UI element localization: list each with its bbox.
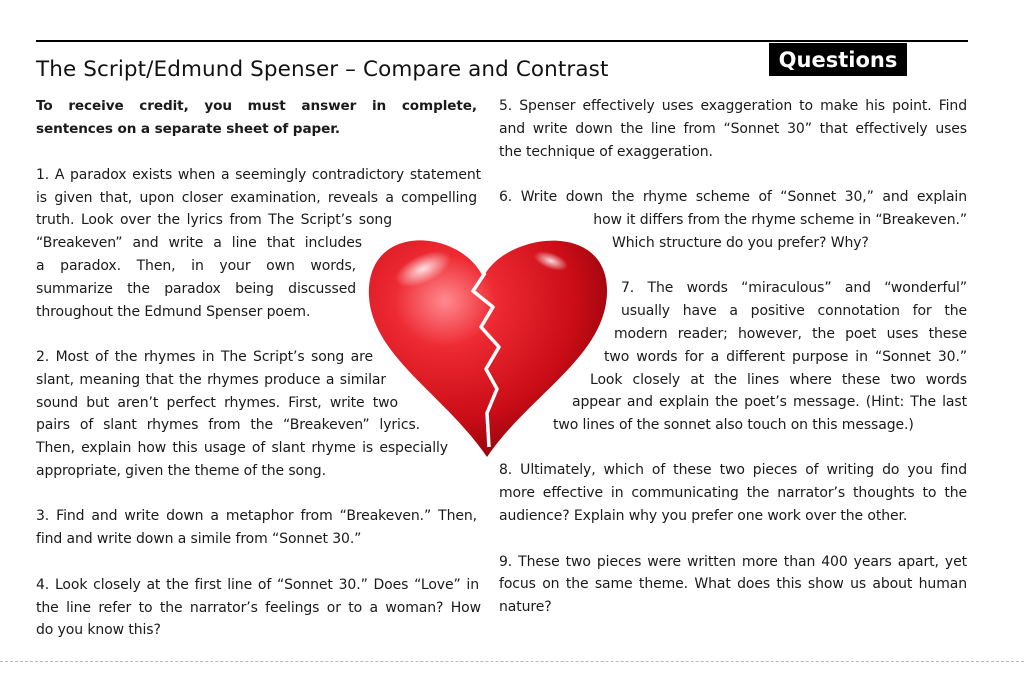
question-4-line: the line refer to the narrator’s feelings or to a woman? How xyxy=(36,600,481,616)
question-7-line: modern reader; however, the poet uses these xyxy=(614,326,967,342)
question-6-line: how it differs from the rhyme scheme in “Breakeven.” xyxy=(593,212,967,228)
top-rule xyxy=(36,40,968,42)
question-5-line: and write down the line from “Sonnet 30” that effectively uses xyxy=(499,121,967,137)
question-7-line: 7. The words “miraculous” and “wonderful” xyxy=(621,280,967,296)
question-6-line: Which structure do you prefer? Why? xyxy=(612,235,869,251)
question-5-line: 5. Spenser effectively uses exaggeration to make his point. Find xyxy=(499,98,967,114)
page-title: The Script/Edmund Spenser – Compare and Contrast xyxy=(36,57,609,82)
question-7-line: usually have a positive connotation for the xyxy=(621,303,967,319)
question-8-line: 8. Ultimately, which of these two pieces of writing do you find xyxy=(499,462,967,478)
question-3-line: 3. Find and write down a metaphor from “Breakeven.” Then, xyxy=(36,508,477,524)
question-4-line: do you know this? xyxy=(36,622,161,638)
question-5-line: the technique of exaggeration. xyxy=(499,144,713,160)
question-1-line: summarize the paradox being discussed xyxy=(36,281,356,297)
question-1-line: is given that, upon closer examination, reveals a compelling xyxy=(36,190,477,206)
questions-badge: Questions xyxy=(769,43,907,76)
question-1-line: truth. Look over the lyrics from The Script’s song xyxy=(36,212,392,228)
question-1-line: a paradox. Then, in your own words, xyxy=(36,258,356,274)
question-7-line: two lines of the sonnet also touch on this message.) xyxy=(553,417,914,433)
question-1-line: “Breakeven” and write a line that includes xyxy=(36,235,362,251)
question-4-line: 4. Look closely at the first line of “Sonnet 30.” Does “Love” in xyxy=(36,577,479,593)
bottom-dashed-divider xyxy=(0,661,1024,662)
question-8-line: more effective in communicating the narrator’s thoughts to the xyxy=(499,485,967,501)
question-8-line: audience? Explain why you prefer one work over the other. xyxy=(499,508,908,524)
question-1-line: throughout the Edmund Spenser poem. xyxy=(36,304,311,320)
instructions-line: sentences on a separate sheet of paper. xyxy=(36,121,340,137)
question-2-line: Then, explain how this usage of slant rhyme is especially xyxy=(36,440,448,456)
question-1-line: 1. A paradox exists when a seemingly contradictory statement xyxy=(36,167,481,183)
question-9-line: nature? xyxy=(499,599,552,615)
question-6-line: 6. Write down the rhyme scheme of “Sonnet 30,” and explain xyxy=(499,189,967,205)
question-7-line: Look closely at the lines where these two words xyxy=(590,372,967,388)
question-7-line: two words for a different purpose in “Sonnet 30.” xyxy=(604,349,967,365)
instructions-line: To receive credit, you must answer in complete, xyxy=(36,98,477,114)
question-3-line: find and write down a simile from “Sonnet 30.” xyxy=(36,531,362,547)
question-9-line: focus on the same theme. What does this show us about human xyxy=(499,576,967,592)
question-9-line: 9. These two pieces were written more than 400 years apart, yet xyxy=(499,554,967,570)
question-2-line: pairs of slant rhymes from the “Breakeven” lyrics. xyxy=(36,417,420,433)
question-2-line: 2. Most of the rhymes in The Script’s song are xyxy=(36,349,373,365)
question-2-line: appropriate, given the theme of the song. xyxy=(36,463,326,479)
question-7-line: appear and explain the poet’s message. (Hint: The last xyxy=(572,394,967,410)
question-2-line: slant, meaning that the rhymes produce a similar xyxy=(36,372,386,388)
question-2-line: sound but aren’t perfect rhymes. First, write two xyxy=(36,395,398,411)
